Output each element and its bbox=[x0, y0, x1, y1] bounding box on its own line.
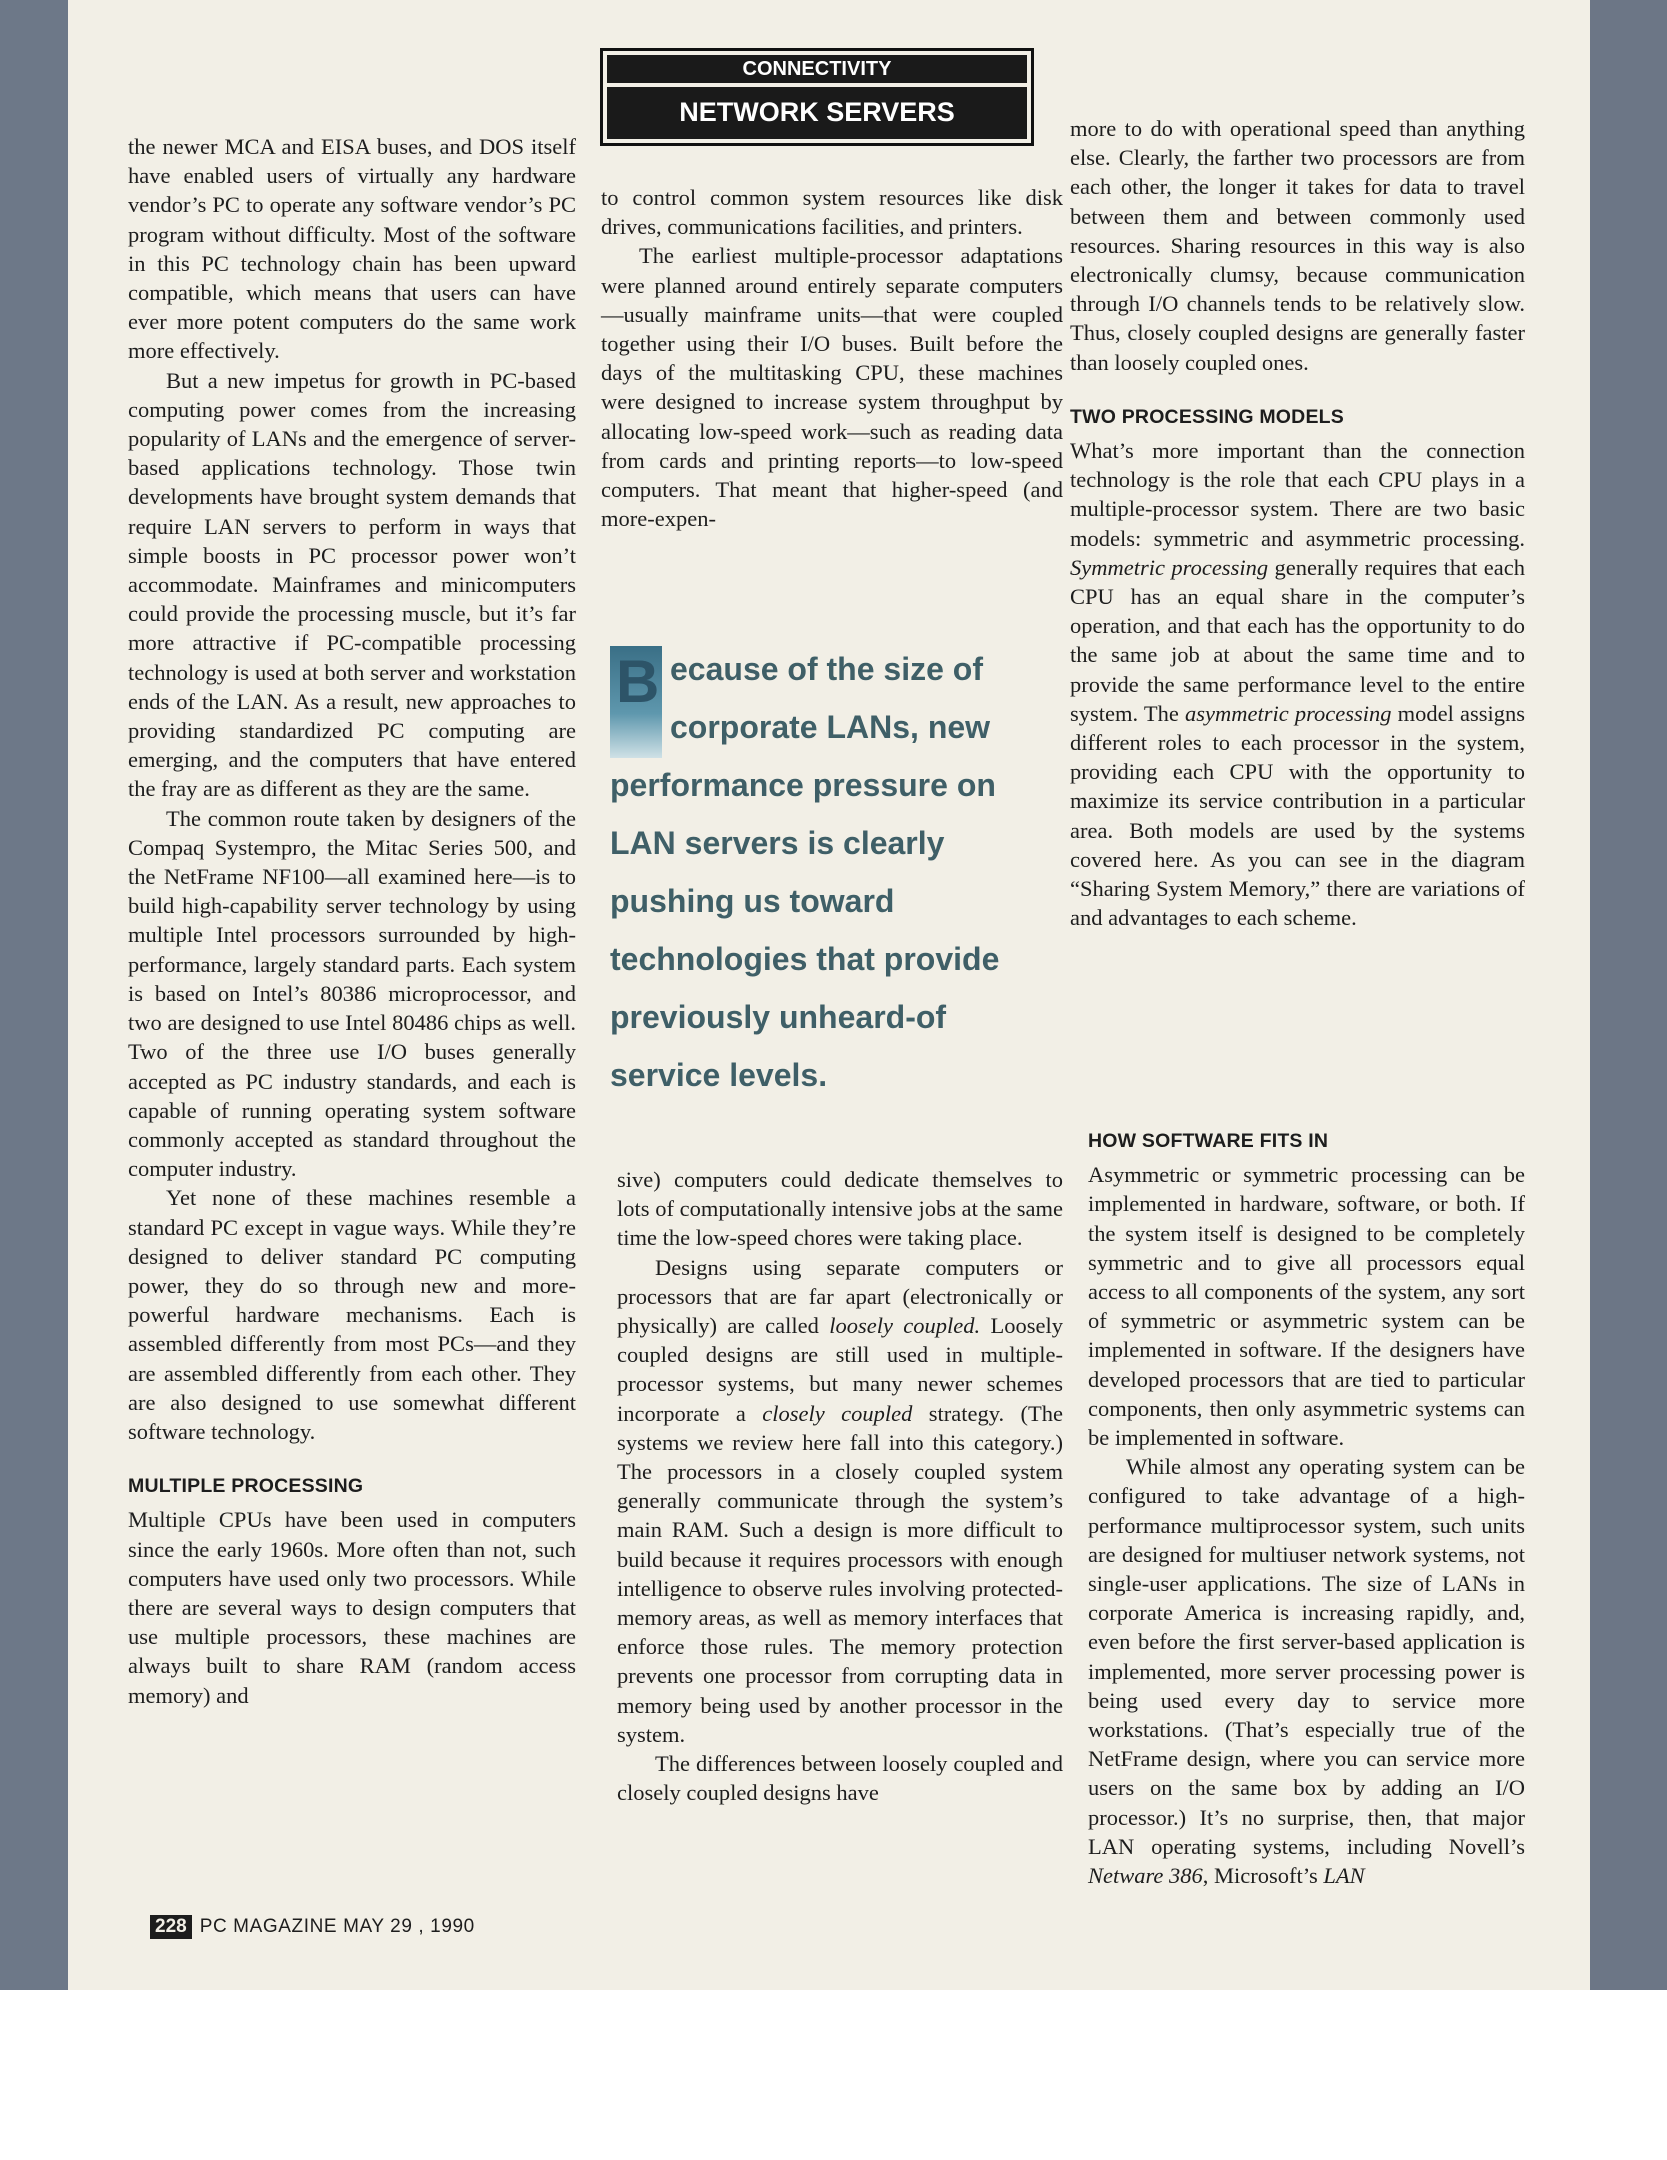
section-header bbox=[600, 48, 1034, 146]
article-column-3-bottom bbox=[1088, 1101, 1525, 1890]
subheading-how-software-fits-in: HOW SOFTWARE FITS IN bbox=[1088, 1130, 1329, 1152]
text-run: While almost any operating system can be configured to take advantage of a high-performance multiprocessor system, such units are designed for multiuser network systems, not single-user applications. The size of LANs in corporate America is increasing rapidly, and, even before the first server-based application is implemented, more server processing power is being used every day to service more workstations. (That’s especially true of the NetFrame design, where you can service more users on the same box by adding an I/O processor.) It’s no surprise, then, that major LAN operating systems, including Novell’s bbox=[1088, 1454, 1525, 1859]
paragraph bbox=[1088, 1452, 1525, 1890]
background-left-margin bbox=[0, 0, 68, 1990]
paragraph: The differences between loosely coupled and closely coupled designs have bbox=[617, 1751, 1063, 1806]
paragraph: But a new impetus for growth in PC-based computing power comes from the increasing popularity of LANs and the emergence of server-based applications technology. Those twin developments have brought system demands that require LAN servers to perform in ways that simple boosts in PC processor power won’t accommodate. Mainframes and minicomputers could provide the processing muscle, but it’s far more attractive if PC-compatible processing technology is used at both server and workstation ends of the LAN. As a result, new approaches to providing standardized PC computing are emerging, and the computers that have entered the fray are as different as they are the same. bbox=[128, 367, 576, 802]
paragraph: The common route taken by designers of the Compaq Systempro, the Mitac Series 500, and the NetFrame NF100—all examined here—is to build high-capability server technology by using multiple Intel processors surrounded by high-performance, largely standard parts. Each system is based on Intel’s 80386 microprocessor, and two are designed to use Intel 80486 chips as well. Two of the three use I/O buses generally accepted as PC industry standards, and each is capable of running operating system software commonly accepted as standard throughout the computer industry. bbox=[128, 805, 576, 1182]
paragraph: the newer MCA and EISA buses, and DOS itself have enabled users of virtually any hardware vendor’s PC to operate any software vendor’s PC program without difficulty. Most of the software in this PC technology chain has been upward compatible, which means that users can have ever more potent computers do the same work more effectively. bbox=[128, 134, 576, 364]
pull-quote-line: performance pressure on bbox=[610, 767, 996, 803]
paragraph: Multiple CPUs have been used in computers since the early 1960s. More often than not, such computers have used only two processors. While there are several ways to design computers that use multiple processors, these machines are always built to share RAM (random access memory) and bbox=[128, 1507, 576, 1708]
text-run: Designs using separate computers or processors that are far apart (electronically or physically) are called bbox=[617, 1254, 1063, 1339]
text-run: generally requires that each CPU has an equal share in the computer’s operation, and that each has the opportunity to do the same job at about the same time and to provide the same performance level to the entire system. The bbox=[1070, 554, 1525, 726]
background-right-margin bbox=[1590, 0, 1667, 1990]
italic-term: Symmetric processing bbox=[1070, 554, 1269, 580]
paragraph: The earliest multiple-processor adaptations were planned around entirely separate computers—usually mainframe units—that were coupled together using their I/O buses. Built before the days of the multitasking CPU, these machines were designed to increase system throughput by allocating low-speed work—such as reading data from cards and printing reports—to low-speed computers. That meant that higher-speed (and more-expen- bbox=[601, 243, 1063, 532]
pull-quote-line: technologies that provide bbox=[610, 941, 1000, 977]
paragraph: Yet none of these machines resemble a standard PC except in vague ways. While they’re designed to deliver standard PC computing power, they do so through new and more-powerful hardware mechanisms. Each is assembled differently from most PCs—and they are assembled differently from each other. They are also designed to use somewhat different software technology. bbox=[128, 1185, 576, 1444]
drop-cap-letter: B bbox=[616, 648, 660, 715]
article-column-2-top bbox=[601, 183, 1063, 533]
paragraph: sive) computers could dedicate themselves to lots of computationally intensive jobs at the same time the low-speed chores were taking place. bbox=[617, 1167, 1063, 1251]
pull-quote-line: previously unheard-of bbox=[610, 999, 947, 1035]
article-column-3 bbox=[1070, 114, 1525, 932]
article-column-2-bottom bbox=[617, 1165, 1063, 1807]
paragraph: to control common system resources like disk drives, communications facilities, and printers. bbox=[601, 185, 1063, 240]
page-number: 228 bbox=[150, 1915, 192, 1939]
pull-quote bbox=[610, 640, 1050, 1104]
subheading-multiple-processing: MULTIPLE PROCESSING bbox=[128, 1475, 364, 1498]
text-run: Loosely coupled designs are still used in multiple-processor systems, but many newer schemes incorporate a bbox=[617, 1313, 1063, 1426]
paragraph: Asymmetric or symmetric processing can be implemented in hardware, software, or both. If the system itself is designed to be completely symmetric and to give all processors equal access to all components of the system, any sort of symmetric or asymmetric system can be implemented in software. If the designers have developed processors that are tied to particular components, then only asymmetric systems can be implemented in software. bbox=[1088, 1162, 1525, 1451]
page-footer bbox=[150, 1915, 475, 1939]
italic-term: LAN bbox=[1323, 1863, 1365, 1889]
italic-term: loosely coupled. bbox=[829, 1313, 981, 1339]
text-run: , Microsoft’s bbox=[1202, 1863, 1324, 1889]
text-run: model assigns different roles to each processor in the system, providing each CPU with the opportunity to maximize its service contribution in a particular area. Both models are used by the systems covered here. As you can see in the diagram “Sharing System Memory,” there are variations of and advantages to each scheme. bbox=[1070, 700, 1525, 931]
paragraph bbox=[617, 1253, 1063, 1749]
italic-term: closely coupled bbox=[762, 1400, 913, 1426]
italic-term: Netware 386 bbox=[1088, 1863, 1203, 1889]
section-title: NETWORK SERVERS bbox=[607, 87, 1027, 139]
paragraph bbox=[1070, 436, 1525, 932]
pull-quote-line: ecause of the size of bbox=[670, 651, 983, 687]
section-label: CONNECTIVITY bbox=[607, 55, 1027, 83]
pull-quote-line: service levels. bbox=[610, 1057, 828, 1093]
article-column-1 bbox=[128, 132, 576, 1710]
text-run: strategy. (The systems we review here fall into this category.) The processors in a closely coupled system generally communicate through the system’s main RAM. Such a design is more difficult to build because it requires processors with enough intelligence to observe rules involving protected-memory areas, as well as memory interfaces that enforce those rules. The memory protection prevents one processor from corrupting data in memory being used by another processor in the system. bbox=[617, 1400, 1063, 1747]
drop-cap-block bbox=[610, 646, 662, 758]
text-run: What’s more important than the connection technology is the role that each CPU plays in a multiple-processor system. There are two basic models: symmetric and asymmetric processing. bbox=[1070, 438, 1525, 551]
pull-quote-line: pushing us toward bbox=[610, 883, 895, 919]
publication-info: PC MAGAZINE MAY 29 , 1990 bbox=[199, 1916, 475, 1937]
paragraph: more to do with operational speed than anything else. Clearly, the farther two processors are from each other, the longer it takes for data to travel between them and between commonly used resources. Sharing resources in this way is also electronically clumsy, because communication through I/O channels tends to be relatively slow. Thus, closely coupled designs are generally faster than loosely coupled ones. bbox=[1070, 116, 1525, 375]
subheading-two-processing-models: TWO PROCESSING MODELS bbox=[1070, 405, 1344, 428]
italic-term: asymmetric processing bbox=[1184, 700, 1392, 726]
pull-quote-line: corporate LANs, new bbox=[670, 709, 991, 745]
pull-quote-line: LAN servers is clearly bbox=[610, 825, 945, 861]
